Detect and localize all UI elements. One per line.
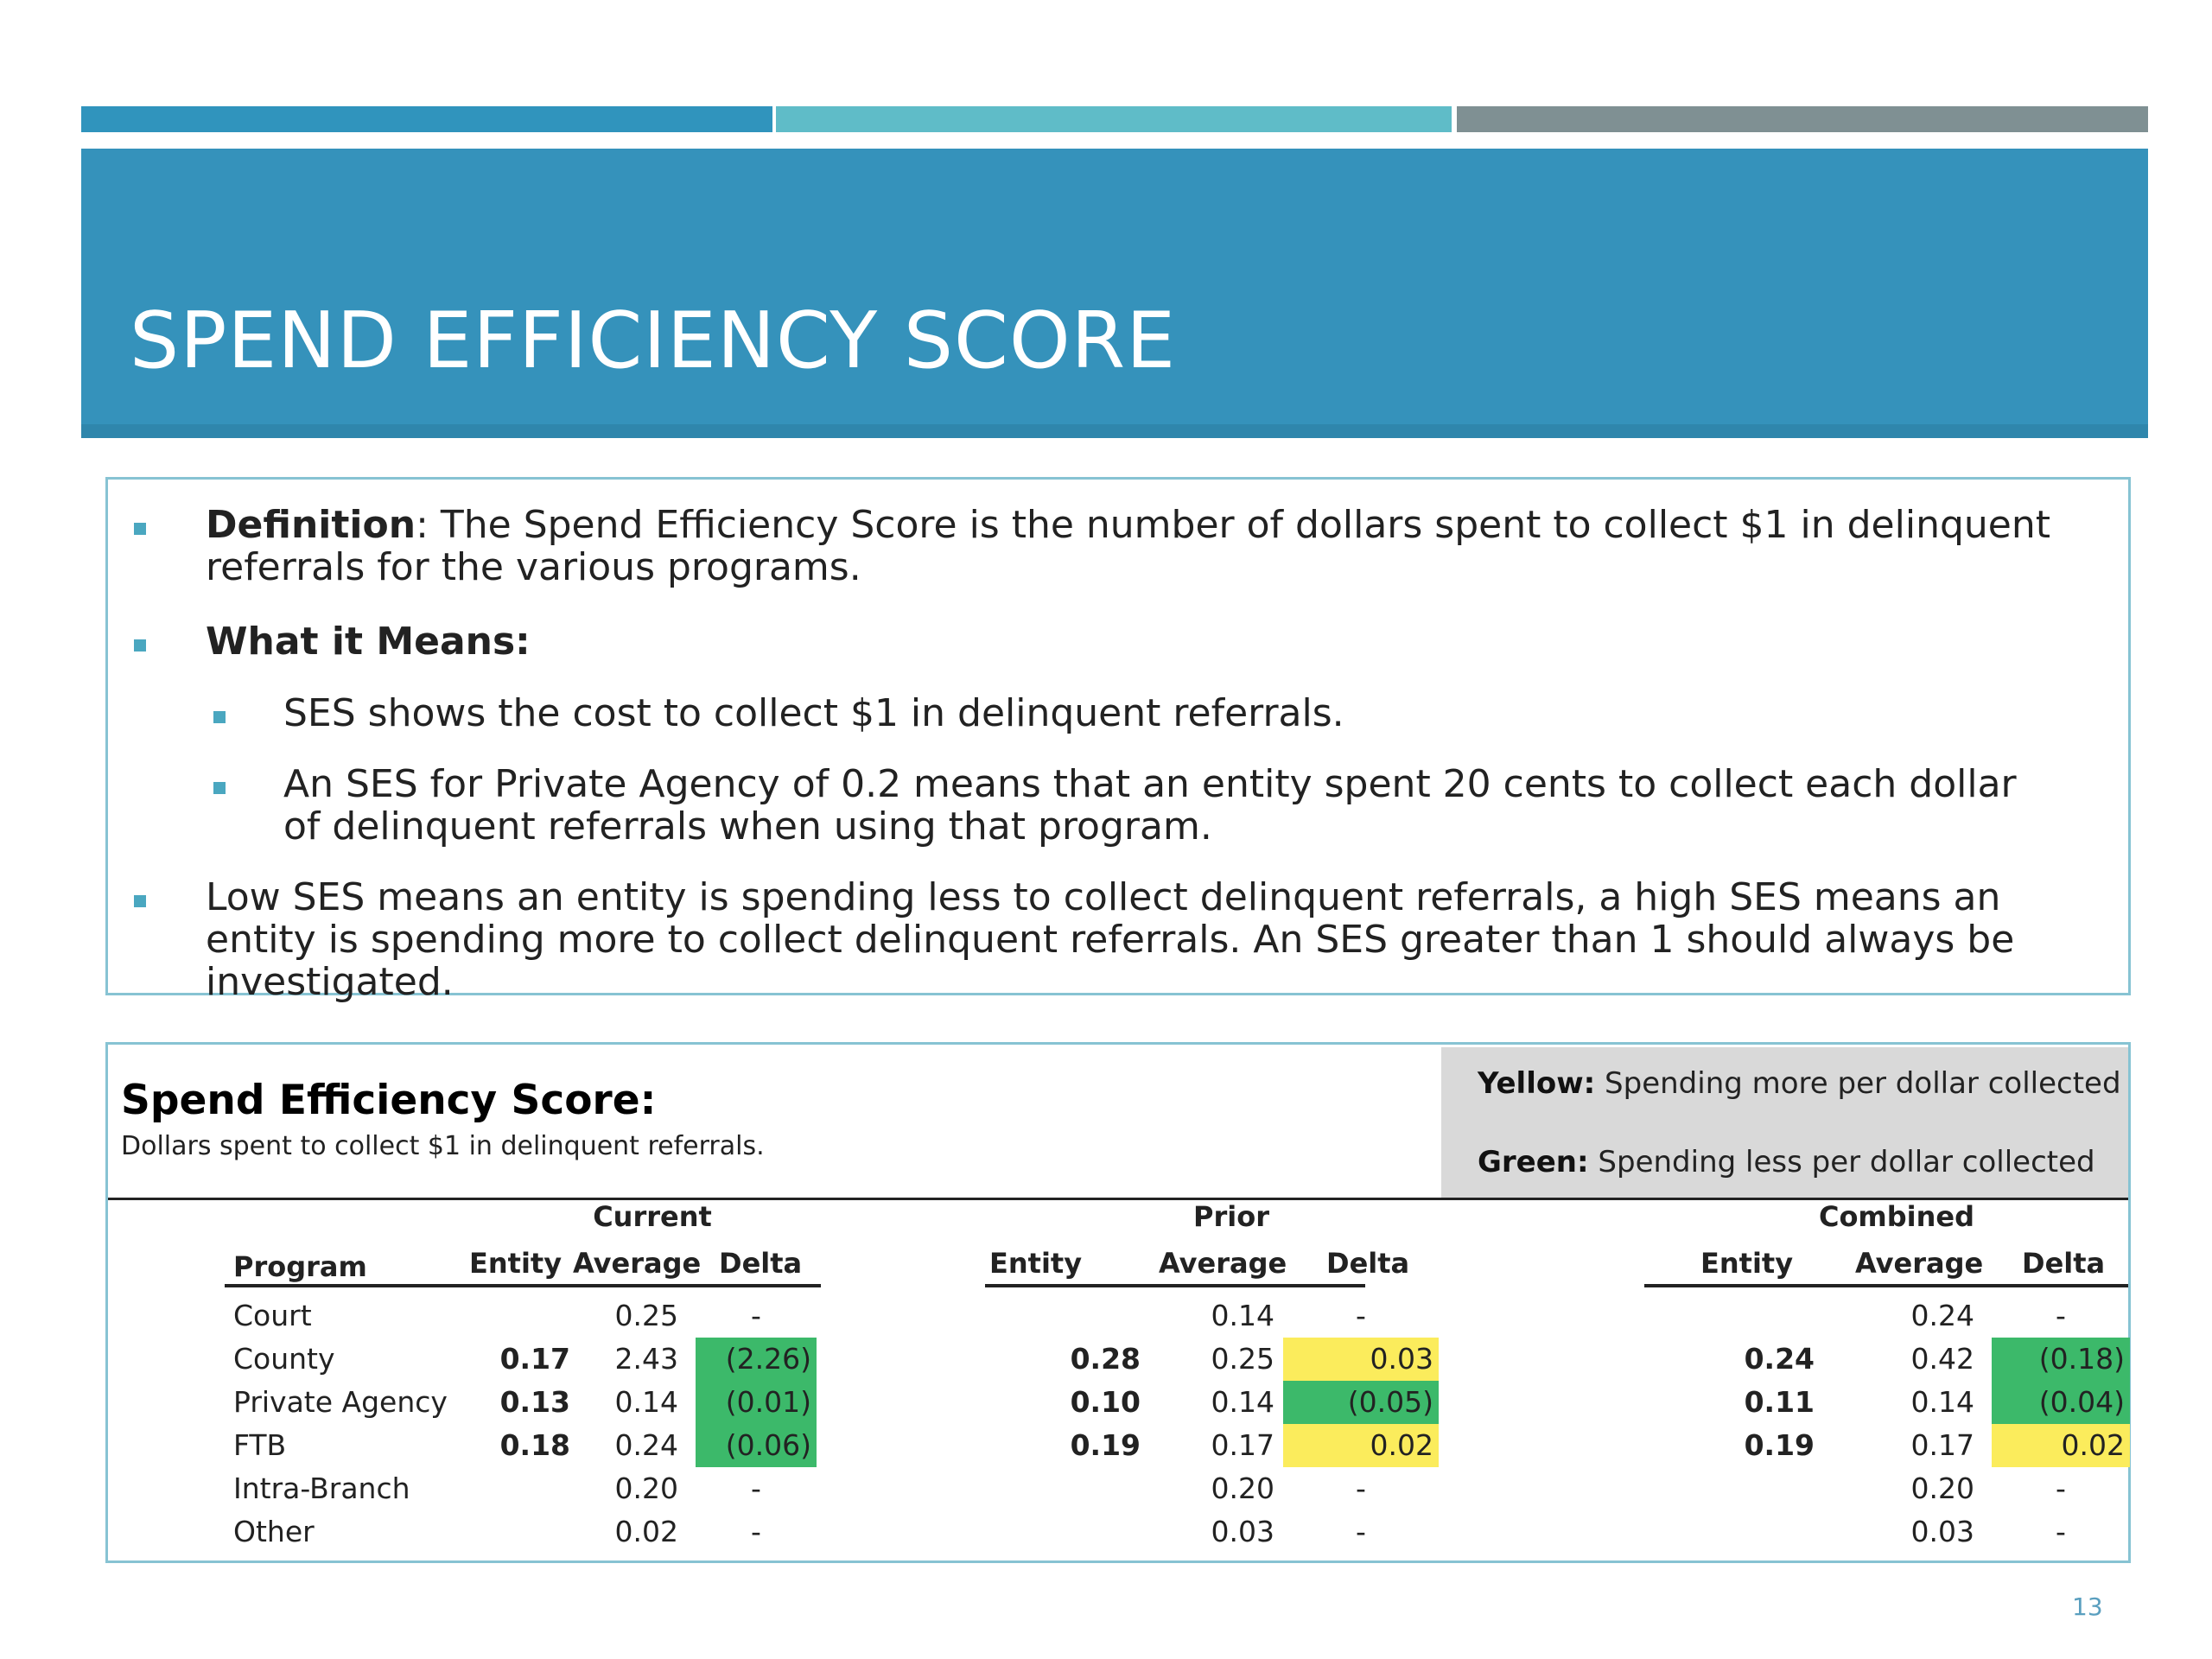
combined-average-value: 0.14 — [1910, 1385, 1974, 1419]
prior-average-value: 0.25 — [1211, 1342, 1274, 1376]
legend-green — [1478, 1145, 2095, 1179]
definition-text: : The Spend Efficiency Score is the number of dollars spent to collect $1 in delinquent referrals for the various programs. — [206, 503, 2050, 589]
current-average-value: 0.02 — [614, 1515, 678, 1548]
prior-entity-value — [1058, 1467, 1141, 1510]
prior-average-value: 0.03 — [1211, 1515, 1274, 1548]
current-delta-value: (2.26) — [696, 1338, 817, 1381]
group-header-current: Current — [593, 1200, 712, 1233]
sub-bullet-text: SES shows the cost to collect $1 in delinquent referrals. — [283, 691, 1344, 735]
prior-entity-value: 0.28 — [1070, 1342, 1141, 1376]
column-header-program: Program — [233, 1250, 367, 1283]
column-header-average: Average — [1159, 1247, 1287, 1280]
current-entity-value: 0.13 — [499, 1385, 570, 1419]
sub-bullet-square-icon — [213, 711, 226, 723]
column-header-delta: Delta — [719, 1247, 803, 1280]
current-delta-value: (0.01) — [696, 1381, 817, 1424]
current-header-rule — [225, 1284, 821, 1287]
program-name: Private Agency — [233, 1385, 448, 1419]
combined-header-rule — [1644, 1284, 2128, 1287]
prior-entity-value: 0.19 — [1070, 1428, 1141, 1462]
title-banner — [81, 149, 2148, 438]
bullet-square-icon — [134, 895, 146, 907]
current-average-value: 0.24 — [614, 1428, 678, 1462]
column-header-entity: Entity — [1700, 1247, 1794, 1280]
legend-yellow-text: Spending more per dollar collected — [1595, 1066, 2121, 1101]
table-title: Spend Efficiency Score: — [121, 1077, 657, 1124]
program-name: Intra-Branch — [233, 1471, 410, 1505]
prior-delta-value: - — [1356, 1299, 1366, 1332]
prior-delta-value: 0.03 — [1283, 1338, 1439, 1381]
combined-delta-value: - — [2056, 1471, 2066, 1505]
current-delta-value: (0.06) — [696, 1424, 817, 1467]
ses-table-box — [105, 1042, 2131, 1563]
current-average-value: 0.25 — [614, 1299, 678, 1332]
current-entity-value — [488, 1510, 570, 1554]
current-delta-value: - — [751, 1515, 761, 1548]
combined-average-value: 0.03 — [1910, 1515, 1974, 1548]
combined-average-value: 0.24 — [1910, 1299, 1974, 1332]
combined-entity-value — [1732, 1467, 1815, 1510]
current-entity-value: 0.17 — [499, 1342, 570, 1376]
page-title: SPEND EFFICIENCY SCORE — [130, 296, 1177, 386]
prior-delta-value: - — [1356, 1471, 1366, 1505]
combined-entity-value — [1732, 1510, 1815, 1554]
group-header-combined: Combined — [1818, 1200, 1975, 1233]
combined-entity-value — [1732, 1294, 1815, 1338]
combined-entity-value: 0.19 — [1744, 1428, 1815, 1462]
low-ses-bullet: Low SES means an entity is spending less to collect delinquent referrals, a high SES means an entity is spending more to collect delinquent referrals. An SES greater than 1 should always be investigated. — [206, 875, 2015, 1004]
combined-delta-value: - — [2056, 1299, 2066, 1332]
prior-average-value: 0.17 — [1211, 1428, 1274, 1462]
page-number: 13 — [2072, 1592, 2103, 1621]
column-header-average: Average — [573, 1247, 702, 1280]
sub-bullet-text: An SES for Private Agency of 0.2 means that an entity spent 20 cents to collect each dollar of delinquent referrals when using that program. — [283, 762, 2017, 849]
prior-delta-value: - — [1356, 1515, 1366, 1548]
prior-entity-value — [1058, 1510, 1141, 1554]
sub-bullet-square-icon — [213, 782, 226, 794]
program-name: Court — [233, 1299, 312, 1332]
definition-label: Definition — [206, 503, 416, 547]
group-header-prior: Prior — [1193, 1200, 1269, 1233]
legend-green-text: Spending less per dollar collected — [1588, 1145, 2095, 1179]
table-subtitle: Dollars spent to collect $1 in delinquent referrals. — [121, 1131, 765, 1161]
column-header-entity: Entity — [989, 1247, 1083, 1280]
column-header-entity: Entity — [469, 1247, 563, 1280]
column-header-average: Average — [1855, 1247, 1984, 1280]
combined-average-value: 0.20 — [1910, 1471, 1974, 1505]
what-it-means-bullet — [206, 620, 2107, 663]
combined-entity-value: 0.11 — [1744, 1385, 1815, 1419]
definition-bullet — [206, 504, 2107, 588]
combined-average-value: 0.17 — [1910, 1428, 1974, 1462]
combined-entity-value: 0.24 — [1744, 1342, 1815, 1376]
prior-delta-value: 0.02 — [1283, 1424, 1439, 1467]
current-average-value: 2.43 — [614, 1342, 678, 1376]
color-legend — [1441, 1047, 2128, 1198]
legend-green-label: Green: — [1478, 1145, 1589, 1179]
prior-average-value: 0.14 — [1211, 1385, 1274, 1419]
current-delta-value: - — [751, 1471, 761, 1505]
legend-yellow-label: Yellow: — [1478, 1066, 1596, 1101]
prior-entity-value: 0.10 — [1070, 1385, 1141, 1419]
header-stripe-blue — [81, 106, 772, 132]
header-stripe-teal — [776, 106, 1452, 132]
combined-average-value: 0.42 — [1910, 1342, 1974, 1376]
bullet-square-icon — [134, 639, 146, 652]
program-name: County — [233, 1342, 335, 1376]
bullet-square-icon — [134, 523, 146, 535]
column-header-delta: Delta — [2022, 1247, 2106, 1280]
combined-delta-value: 0.02 — [1992, 1424, 2130, 1467]
what-it-means-label: What it Means: — [206, 620, 531, 664]
prior-header-rule — [985, 1284, 1365, 1287]
prior-entity-value — [1058, 1294, 1141, 1338]
column-header-delta: Delta — [1326, 1247, 1410, 1280]
current-entity-value: 0.18 — [499, 1428, 570, 1462]
definition-box — [105, 477, 2131, 1004]
combined-delta-value: (0.18) — [1992, 1338, 2130, 1381]
program-name: Other — [233, 1515, 315, 1548]
prior-average-value: 0.14 — [1211, 1299, 1274, 1332]
current-delta-value: - — [751, 1299, 761, 1332]
combined-delta-value: (0.04) — [1992, 1381, 2130, 1424]
program-name: FTB — [233, 1428, 287, 1462]
current-average-value: 0.20 — [614, 1471, 678, 1505]
combined-delta-value: - — [2056, 1515, 2066, 1548]
legend-yellow — [1478, 1066, 2121, 1101]
current-entity-value — [488, 1294, 570, 1338]
current-average-value: 0.14 — [614, 1385, 678, 1419]
header-stripe-gray — [1457, 106, 2148, 132]
current-entity-value — [488, 1467, 570, 1510]
prior-average-value: 0.20 — [1211, 1471, 1274, 1505]
prior-delta-value: (0.05) — [1283, 1381, 1439, 1424]
